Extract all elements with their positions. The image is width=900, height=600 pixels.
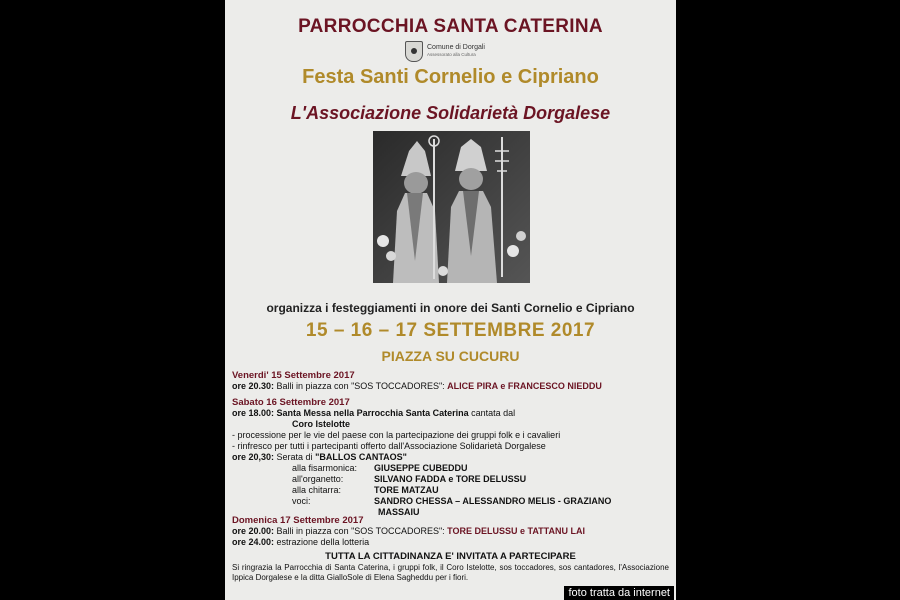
voices-label: voci: — [292, 496, 311, 506]
voices-names-cont: MASSAIU — [378, 507, 420, 517]
friday-heading: Venerdi' 15 Settembre 2017 — [232, 370, 355, 381]
sunday-lottery: ore 24.00: estrazione della lotteria — [232, 537, 370, 547]
thanks-text: Si ringrazia la Parrocchia di Santa Caterina, i gruppi folk, il Coro Istelotte, sos toccadores, sos cantadores, l'Associazione Ippica Dorgalese e la ditta GialloSole di Elena Sagheddu per i fiori. — [232, 563, 669, 582]
sunday-heading: Domenica 17 Settembre 2017 — [232, 515, 364, 526]
organizes-line: organizza i festeggiamenti in onore dei Santi Cornelio e Cipriano — [266, 301, 635, 315]
guitar-name: TORE MATZAU — [374, 485, 439, 495]
procession-line: - processione per le vie del paese con la partecipazione dei gruppi folk e i cavalieri — [232, 430, 561, 440]
festival-dates: 15 – 16 – 17 SETTEMBRE 2017 — [305, 320, 596, 341]
saturday-evening: ore 20,30: Serata di "BALLOS CANTAOS" — [232, 452, 407, 462]
voices-names: SANDRO CHESSA – ALESSANDRO MELIS - GRAZIANO — [374, 496, 612, 506]
parish-title: PARROCCHIA SANTA CATERINA — [298, 16, 603, 37]
accordion-label: alla fisarmonica: — [292, 463, 358, 473]
invitation-line: TUTTA LA CITTADINANZA E' INVITATA A PARTECIPARE — [325, 551, 576, 562]
photo-credit: foto tratta da internet — [564, 586, 674, 600]
refreshment-line: - rinfresco per tutti i partecipanti offerto dall'Associazione Solidarietà Dorgalese — [232, 441, 546, 451]
organetto-names: SILVANO FADDA e TORE DELUSSU — [374, 474, 527, 484]
poster — [225, 0, 676, 600]
saints-photo — [373, 131, 530, 283]
choir-name: Coro Istelotte — [292, 419, 351, 429]
accordion-name: GIUSEPPE CUBEDDU — [374, 463, 468, 473]
organetto-label: all'organetto: — [292, 474, 344, 484]
logo-text: Comune di Dorgali — [427, 44, 485, 52]
festival-venue: PIAZZA SU CUCURU — [381, 348, 520, 364]
saturday-mass: ore 18.00: Santa Messa nella Parrocchia Santa Caterina cantata dal — [232, 408, 516, 418]
comune-logo — [405, 40, 485, 62]
guitar-label: alla chitarra: — [292, 485, 342, 495]
sunday-dance: ore 20.00: Balli in piazza con "SOS TOCCADORES": TORE DELUSSU e TATTANU LAI — [232, 526, 585, 536]
saturday-heading: Sabato 16 Settembre 2017 — [232, 397, 350, 408]
logo-subtext: Assessorato alla Cultura — [427, 52, 476, 58]
crest-icon — [405, 41, 423, 62]
association-title: L'Associazione Solidarietà Dorgalese — [290, 103, 611, 123]
festival-title: Festa Santi Cornelio e Cipriano — [302, 66, 599, 88]
friday-event: ore 20.30: Balli in piazza con "SOS TOCCADORES": ALICE PIRA e FRANCESCO NIEDDU — [232, 381, 602, 391]
